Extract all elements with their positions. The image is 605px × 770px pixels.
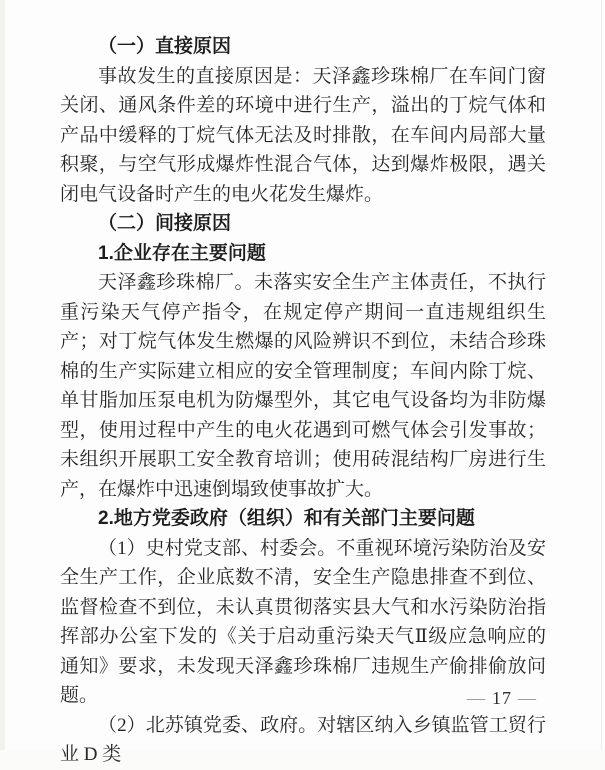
section-heading-direct-cause: （一）直接原因	[60, 32, 546, 62]
paragraph-enterprise-problems: 天泽鑫珍珠棉厂。未落实安全生产主体责任，不执行重污染天气停产指令，在规定停产期间一直违规组织生产；对丁烷气体发生燃爆的风险辨识不到位，未结合珍珠棉的生产实际建立相应的安全管理制度；车间内除丁烷、单甘脂加压泵电机为防爆型外，其它电气设备均为非防爆型，使用过程中产生的电火花遇到可燃气体会引发事故；未组织开展职工安全教育培训；使用砖混结构厂房进行生产，在爆炸中迅速倒塌致使事故扩大。	[60, 268, 546, 504]
page-number-value: 17	[492, 688, 512, 708]
page-number-left-dash: —	[461, 688, 492, 708]
paragraph-direct-cause: 事故发生的直接原因是：天泽鑫珍珠棉厂在车间门窗关闭、通风条件差的环境中进行生产，溢出的丁烷气体和产品中缓释的丁烷气体无法及时排散，在车间内局部大量积聚，与空气形成爆炸性混合气体，达到爆炸极限，遇关闭电气设备时产生的电火花发生爆炸。	[60, 62, 546, 210]
page-left-edge	[0, 0, 5, 750]
document-body	[60, 32, 546, 770]
subsection-heading-government-problems: 2.地方党委政府（组织）和有关部门主要问题	[60, 504, 546, 534]
paragraph-village-committee: （1）史村党支部、村委会。不重视环境污染防治及安全生产工作，企业底数不清，安全生产隐患排查不到位、监督检查不到位，未认真贯彻落实县大气和水污染防治指挥部办公室下发的《关于启动重污染天气Ⅱ级应急响应的通知》要求，未发现天泽鑫珍珠棉厂违规生产偷排偷放问题。	[60, 534, 546, 711]
subsection-heading-enterprise-problems: 1.企业存在主要问题	[60, 239, 546, 269]
page-number	[461, 688, 543, 709]
page-number-right-dash: —	[512, 688, 543, 708]
paragraph-beisu-town: （2）北苏镇党委、政府。对辖区纳入乡镇监管工贸行业 D 类	[60, 711, 546, 770]
page-right-edge	[601, 0, 602, 750]
section-heading-indirect-cause: （二）间接原因	[60, 209, 546, 239]
